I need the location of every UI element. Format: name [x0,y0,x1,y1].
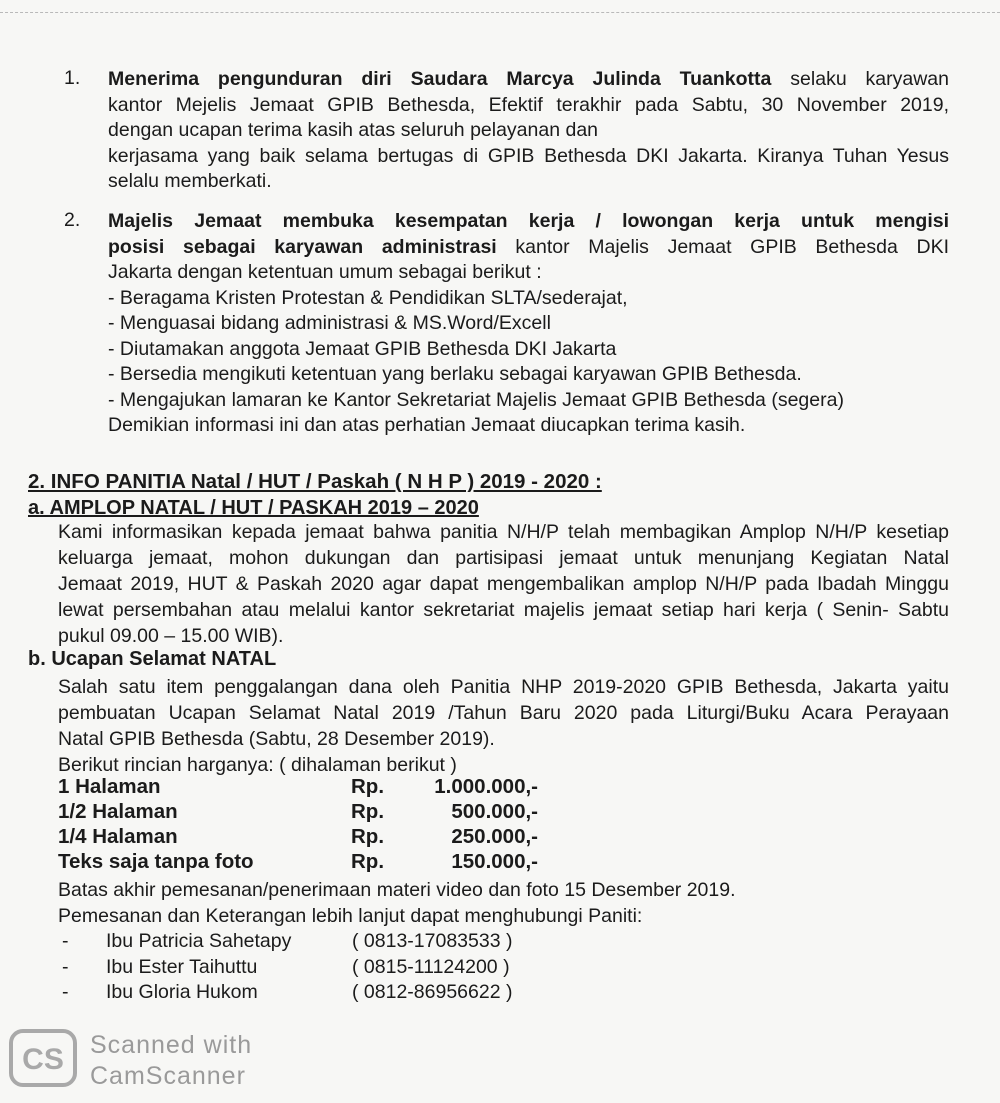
price-amount: 1.000.000,- [434,775,538,798]
paragraph-line: pukul 09.00 – 15.00 WIB). [58,625,284,647]
item1-line-1: Menerima pengunduran diri Saudara Marcya Julinda Tuankotta selaku karyawan [108,68,949,90]
item2-line-1: Majelis Jemaat membuka kesempatan kerja / lowongan kerja untuk mengisi [108,210,949,232]
price-label: 1 Halaman [58,775,161,798]
watermark-line-1: Scanned with [90,1031,253,1059]
contact-row [62,956,542,982]
bullet-dash: - [62,981,69,1003]
contact-name: Ibu Patricia Sahetapy [106,930,292,952]
camscanner-logo-icon [8,1028,78,1088]
order-info [58,877,949,929]
price-amount: 250.000,- [451,825,538,848]
contact-row [62,930,542,956]
subsection-b-title: b. Ucapan Selamat NATAL [28,648,277,670]
announcement-item-1 [64,67,949,195]
price-row [58,800,538,826]
price-currency: Rp. [351,800,385,823]
bullet-dash: - [62,956,69,978]
paragraph-line: keluarga jemaat, mohon dukungan dan partisipasi jemaat untuk menunjang Kegiatan Natal [58,547,949,569]
item2-line-3: Jakarta dengan ketentuan umum sebagai berikut : [108,261,542,283]
item1-line-4: kerjasama yang baik selama bertugas di GPIB Bethesda DKI Jakarta. Kiranya Tuhan Yesus [108,144,949,167]
price-currency: Rp. [351,825,385,848]
requirement-item: - Diutamakan anggota Jemaat GPIB Bethesda DKI Jakarta [108,337,617,360]
subsection-a-body [58,519,949,649]
paragraph-line: Kami informasikan kepada jemaat bahwa panitia N/H/P telah membagikan Amplop N/H/P kesetiap [58,521,949,543]
contact-phone: ( 0813-17083533 ) [352,930,513,952]
price-label: 1/4 Halaman [58,825,178,848]
item1-line-2: kantor Mejelis Jemaat GPIB Bethesda, Efektif terakhir pada Sabtu, 30 November 2019, [108,93,949,116]
paragraph-line: pembuatan Ucapan Selamat Natal 2019 /Tahun Baru 2020 pada Liturgi/Buku Acara Perayaan [58,702,949,724]
price-row [58,775,538,801]
announcement-item-2 [64,209,949,439]
paragraph-line: Jemaat 2019, HUT & Paskah 2020 agar dapat mengembalikan amplop N/H/P pada Ibadah Minggu [58,573,949,595]
contact-phone: ( 0812-86956622 ) [352,981,513,1003]
item-number: 2. [64,209,81,231]
requirement-item: - Menguasai bidang administrasi & MS.Word/Excell [108,312,551,334]
requirement-item: - Mengajukan lamaran ke Kantor Sekretariat Majelis Jemaat GPIB Bethesda (segera) [108,388,844,411]
subsection-a-title: a. AMPLOP NATAL / HUT / PASKAH 2019 – 2020 [28,497,479,519]
contact-phone: ( 0815-11124200 ) [352,956,510,978]
subsection-b-body [58,674,949,778]
requirement-item: - Bersedia mengikuti ketentuan yang berlaku sebagai karyawan GPIB Bethesda. [108,363,802,385]
price-label: Teks saja tanpa foto [58,850,254,873]
contact-intro: Pemesanan dan Keterangan lebih lanjut dapat menghubungi Paniti: [58,905,643,927]
requirement-item: - Beragama Kristen Protestan & Pendidikan SLTA/sederajat, [108,286,628,309]
price-row [58,850,538,876]
price-row [58,825,538,851]
item1-line-5: selalu memberkati. [108,170,272,192]
contact-name: Ibu Gloria Hukom [106,981,258,1003]
bullet-dash: - [62,930,69,952]
paragraph-line: lewat persembahan atau melalui kantor sekretariat majelis jemaat setiap hari kerja ( Senin- Sabtu [58,599,949,621]
contact-row [62,981,542,1007]
paragraph-line: Berikut rincian harganya: ( dihalaman berikut ) [58,754,457,776]
watermark-line-2: CamScanner [90,1062,246,1090]
svg-text:CS: CS [22,1043,64,1076]
item-number: 1. [64,67,81,89]
item1-line-3: dengan ucapan terima kasih atas seluruh pelayanan dan [108,119,599,141]
price-currency: Rp. [351,850,385,873]
price-currency: Rp. [351,775,385,798]
top-divider [0,12,1000,14]
price-label: 1/2 Halaman [58,800,178,823]
deadline-text: Batas akhir pemesanan/penerimaan materi video dan foto 15 Desember 2019. [58,879,736,901]
paragraph-line: Natal GPIB Bethesda (Sabtu, 28 Desember 2019). [58,728,495,750]
section-2-title: 2. INFO PANITIA Natal / HUT / Paskah ( N H P ) 2019 - 2020 : [28,470,602,493]
closing-note: Demikian informasi ini dan atas perhatian Jemaat diucapkan terima kasih. [108,414,746,436]
contact-name: Ibu Ester Taihuttu [106,956,258,978]
paragraph-line: Salah satu item penggalangan dana oleh Panitia NHP 2019-2020 GPIB Bethesda, Jakarta yaitu [58,676,949,698]
item2-line-2: posisi sebagai karyawan administrasi kantor Majelis Jemaat GPIB Bethesda DKI [108,235,949,258]
scanner-watermark [90,1030,252,1092]
price-amount: 500.000,- [451,800,538,823]
price-amount: 150.000,- [451,850,538,873]
